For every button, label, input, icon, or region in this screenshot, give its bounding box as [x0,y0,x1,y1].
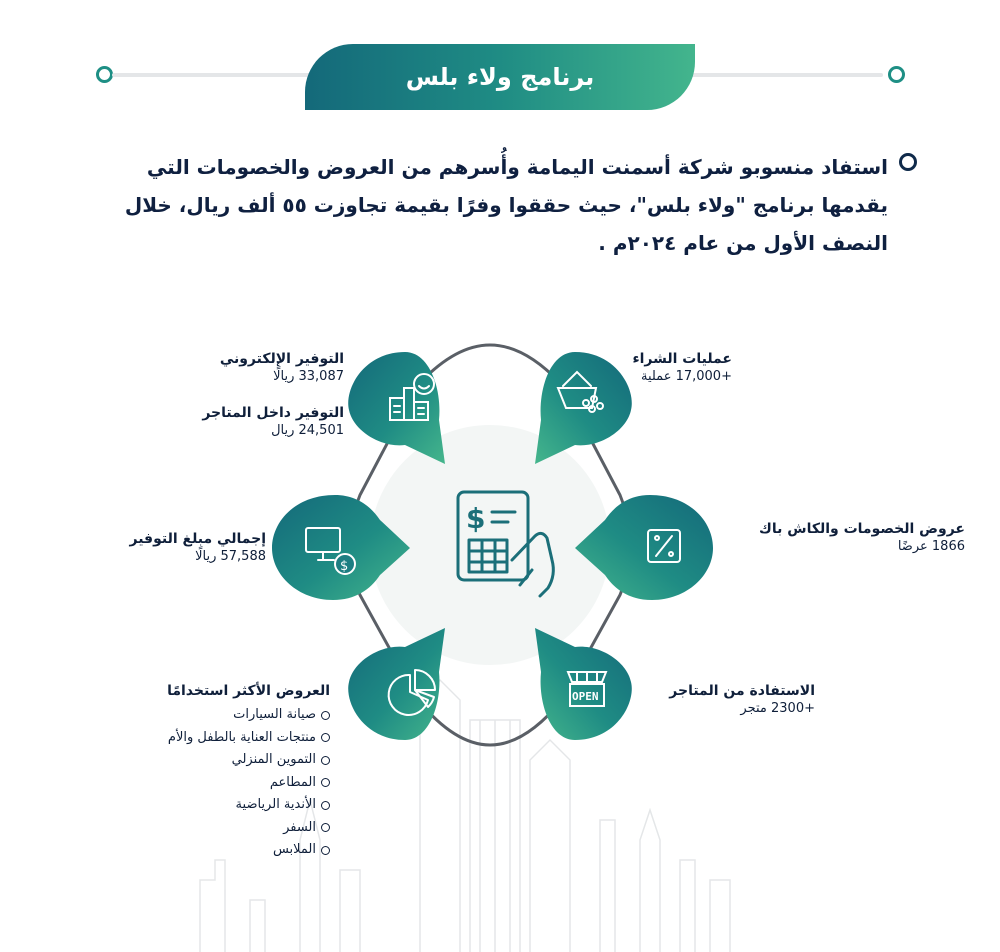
list-item: السفر [20,817,330,840]
stat-online-saving-title: التوفير الإلكتروني [219,351,344,367]
bullet-icon [321,711,330,720]
bullet-icon [321,756,330,765]
stat-stores [640,682,815,717]
stat-discounts-title: عروض الخصومات والكاش باك [759,521,965,537]
program-title: برنامج ولاء بلس [405,63,595,91]
petal-top-offers [348,628,445,740]
stat-purchases [600,350,732,385]
top-offers-title: العروض الأكثر استخدامًا [167,683,330,699]
petal-savings [348,352,445,464]
bullet-icon [321,733,330,742]
stat-purchases-title: عمليات الشراء [632,351,732,367]
stat-purchases-value: +17,000 عملية [640,369,732,384]
svg-text:OPEN: OPEN [572,690,599,703]
list-item: الأندية الرياضية [20,794,330,817]
list-item: الملابس [20,839,330,862]
bullet-icon [321,801,330,810]
stat-stores-title: الاستفادة من المتاجر [669,683,815,699]
svg-text:$: $ [466,502,486,535]
list-item: المطاعم [20,772,330,795]
intro-paragraph: استفاد منسوبو شركة أسمنت اليمامة وأُسرهم من العروض والخصومات التي يقدمها برنامج "ولاء بلس"، حيث حققوا وفرًا بقيمة تجاوزت ٥٥ ألف ريال، خلال النصف الأول من عام ٢٠٢٤م . [124,155,888,255]
stat-total-saving [100,530,266,565]
bullet-icon [321,823,330,832]
list-item: منتجات العناية بالطفل والأم [20,727,330,750]
stat-stores-value: +2300 متجر [740,701,815,716]
stat-online-saving [200,350,344,385]
petal-stores [535,628,632,740]
stat-instore-saving-title: التوفير داخل المتاجر [202,405,344,421]
stat-instore-saving [180,404,344,439]
top-offers [20,682,330,862]
stat-discounts-value: 1866 عرضًا [897,539,965,554]
stat-total-saving-value: 57,588 ريالًا [195,549,266,564]
stat-instore-saving-value: 24,501 ريال [271,423,344,438]
list-item: صيانة السيارات [20,704,330,727]
list-item: التموين المنزلي [20,749,330,772]
stat-online-saving-value: 33,087 ريالًا [273,369,344,384]
bullet-icon [321,846,330,855]
stat-total-saving-title: إجمالي مبلغ التوفير [129,531,266,547]
stat-discounts [730,520,965,555]
top-offers-list [20,704,330,862]
svg-text:$: $ [340,559,349,574]
bullet-icon [321,778,330,787]
